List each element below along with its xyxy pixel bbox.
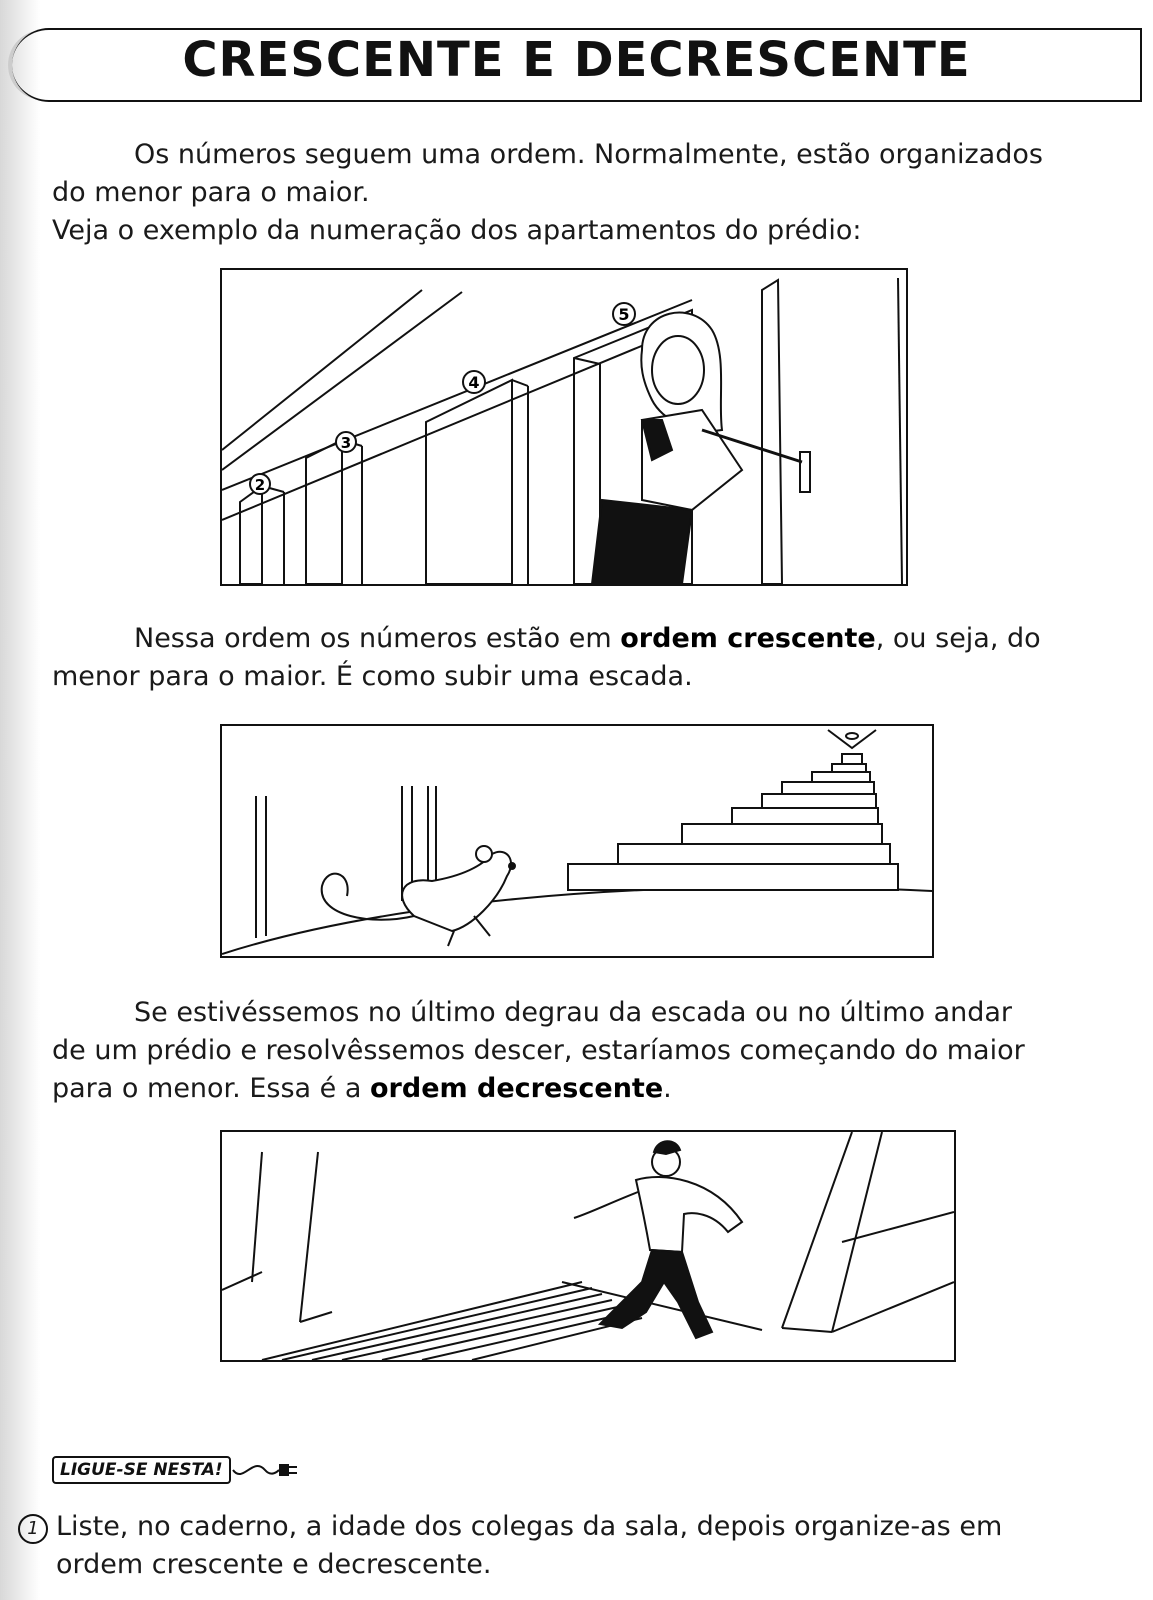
tip-label: LIGUE-SE NESTA! — [52, 1456, 231, 1484]
doors-drawing — [222, 270, 906, 584]
term-ordem-crescente: ordem crescente — [620, 623, 876, 654]
door-number-2: 2 — [254, 476, 266, 494]
exercise-line-1: Liste, no caderno, a idade dos colegas da sala, depois organize-as em — [56, 1511, 1003, 1542]
ascending-text-end: , ou seja, do — [875, 623, 1041, 654]
descending-paragraph — [52, 994, 1132, 1108]
descending-line-2: de um prédio e resolvêssemos descer, estaríamos começando do maior — [52, 1035, 1025, 1066]
door-number-4: 4 — [468, 373, 480, 392]
descending-drawing — [222, 1132, 954, 1360]
exercise-number-badge: 1 — [18, 1514, 48, 1544]
page-title: CRESCENTE E DECRESCENTE — [182, 32, 971, 88]
door-number-5: 5 — [618, 305, 630, 324]
intro-line-1: Os números seguem uma ordem. Normalmente, estão organizados — [134, 139, 1043, 170]
ascending-text: Nessa ordem os números estão em — [134, 623, 621, 654]
intro-line-2: do menor para o maior. — [52, 177, 370, 208]
descending-line-1: Se estivéssemos no último degrau da escada ou no último andar — [134, 997, 1013, 1028]
man-descending-illustration — [220, 1130, 956, 1362]
mouse-staircase-illustration — [220, 724, 934, 958]
term-ordem-decrescente: ordem decrescente — [370, 1073, 664, 1104]
door-number-labels — [250, 303, 635, 494]
descending-text-end: . — [663, 1073, 672, 1104]
exercise-text — [56, 1508, 1002, 1584]
descending-text: para o menor. Essa é a — [52, 1073, 370, 1104]
plug-icon — [231, 1458, 301, 1482]
ascending-paragraph — [52, 620, 1132, 696]
door-number-3: 3 — [340, 434, 352, 452]
tip-callout — [52, 1456, 301, 1484]
intro-line-3: Veja o exemplo da numeração dos apartamentos do prédio: — [52, 215, 862, 246]
descending-line-3 — [52, 1070, 1132, 1108]
staircase-drawing — [222, 726, 932, 956]
apartment-doors-illustration — [220, 268, 908, 586]
ascending-line-2: menor para o maior. É como subir uma escada. — [52, 661, 693, 692]
page-edge-shadow — [0, 0, 40, 1600]
exercise-1 — [18, 1508, 1138, 1584]
exercise-line-2: ordem crescente e decrescente. — [56, 1549, 492, 1580]
ascending-line-1 — [52, 620, 1132, 658]
intro-paragraph — [52, 136, 1132, 250]
